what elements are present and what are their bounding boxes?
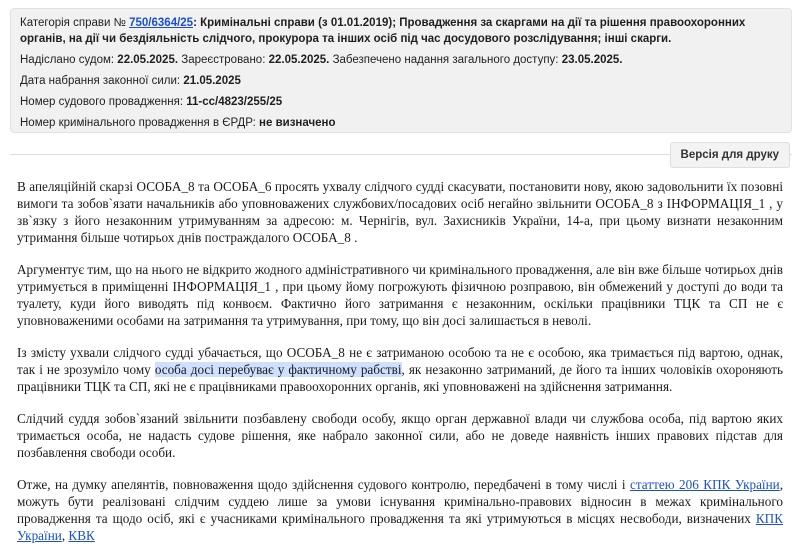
paragraph-3-part-a: Із змісту ухвали слідчого судді убачається, що ОСОБА_8 не є затриманою особою та не є особою, яка тримається під вартою, однак, так і не зрозуміло чому [17,345,783,377]
effective-label: Дата набрання законної сили: [20,75,181,87]
sent-label: Надіслано судом: [20,54,115,66]
paragraph-5-part-a: Отже, на думку апелянтів, повноваження щодо здійснення судового контролю, передбачені в тому числі і [17,477,631,492]
paragraph-5-part-b: , можуть бути реалізовані слідчим суддею лише за умови існування кримінально-правових відносин в межах кримінального провадження та щодо осіб, які є учасниками кримінального провадження та які утримуються в місцях несвободи, визначених [17,477,783,526]
case-number-link[interactable]: 750/6364/25 [129,17,194,29]
paragraph-3 [17,344,783,395]
erdr-value: не визначено [259,117,336,129]
access-value: 23.05.2025. [561,54,623,66]
access-label: Забезпечено надання загального доступу: [332,54,559,66]
article-206-link[interactable]: статтею 206 КПК України [630,477,780,492]
category-label: Категорія справи № [20,17,126,29]
case-category-row: Категорія справи № 750/6364/25: Кримінальні справи (з 01.01.2019); Провадження за скаргами на дії та рішення правоохоронних органів, на дії чи бездіяльність слідчого, прокурора та інших осіб під час досудового розслідування; інші скарги. [20,17,746,45]
kpk-link[interactable]: КПК України [17,511,783,543]
paragraph-3-part-b: , як незаконно затриманий, де його та інших чоловіків охороняють працівники ТЦК та СП, які не є працівниками правоохоронних органів, які уповноважені на здійснення затримання. [17,362,783,394]
paragraph-5 [17,476,783,544]
highlighted-text: особа досі перебуває у фактичному рабстві [154,362,402,377]
print-version-button[interactable]: Версія для друку [670,142,790,168]
proceeding-value: 11-сс/4823/255/25 [186,96,283,108]
registered-value: 22.05.2025. [268,54,330,66]
erdr-number-row [20,115,781,131]
registered-label: Зареєстровано: [181,54,266,66]
paragraph-4: Слідчий суддя зобов`язаний звільнити позбавлену свободи особу, якщо орган державної влади чи службова особа, під вартою яких тримається особа, не надасть судове рішення, яке набрало законної сили, або не доведе наявність інших правових підстав для позбавлення свободи особи. [17,411,783,460]
proceeding-number-row [20,94,781,110]
case-metadata-panel [10,8,792,133]
dates-row [20,52,781,68]
effective-date-row [20,73,781,89]
category-value: Кримінальні справи (з 01.01.2019); Провадження за скаргами на дії та рішення правоохоронних органів, на дії чи бездіяльність слідчого, прокурора та інших осіб під час досудового розслідування; інші скарги. [20,17,746,45]
paragraph-5-part-c: , [61,528,69,543]
sent-value: 22.05.2025. [117,54,179,66]
paragraph-1: В апеляційній скарзі ОСОБА_8 та ОСОБА_6 просять ухвалу слідчого судді скасувати, постановити нову, якою задовольнити їх позовні вимоги та зобов`язати начальників або уповноважених службових/посадових осіб негайно звільнити ОСОБА_8 з ІНФОРМАЦІЯ_1 , у зв`язку з його незаконним утримуванням за адресою: м. Чернігів, вул. Захисників України, 14-а, при цьому визнати незаконним утримання більше чотирьох днів постраждалого ОСОБА_8 . [17,179,783,245]
decision-text [17,178,783,559]
erdr-label: Номер кримінального провадження в ЄРДР: [20,117,256,129]
kvk-link[interactable]: КВК [68,528,95,543]
paragraph-2: Аргументує тим, що на нього не відкрито жодного адміністративного чи кримінального провадження, але він вже більше чотирьох днів утримується в приміщенні ІНФОРМАЦІЯ_1 , при цьому йому погрожують фізичною розправою, він обмежений у доступі до води та туалету, куди його виводять під конвоєм. Фактично його затримання є незаконним, оскільки працівники ТЦК та СП не є уповноваженими особами на затримання та утримування, при тому, що він досі залишається в неволі. [17,262,783,328]
proceeding-label: Номер судового провадження: [20,96,184,108]
effective-value: 21.05.2025 [183,75,241,87]
